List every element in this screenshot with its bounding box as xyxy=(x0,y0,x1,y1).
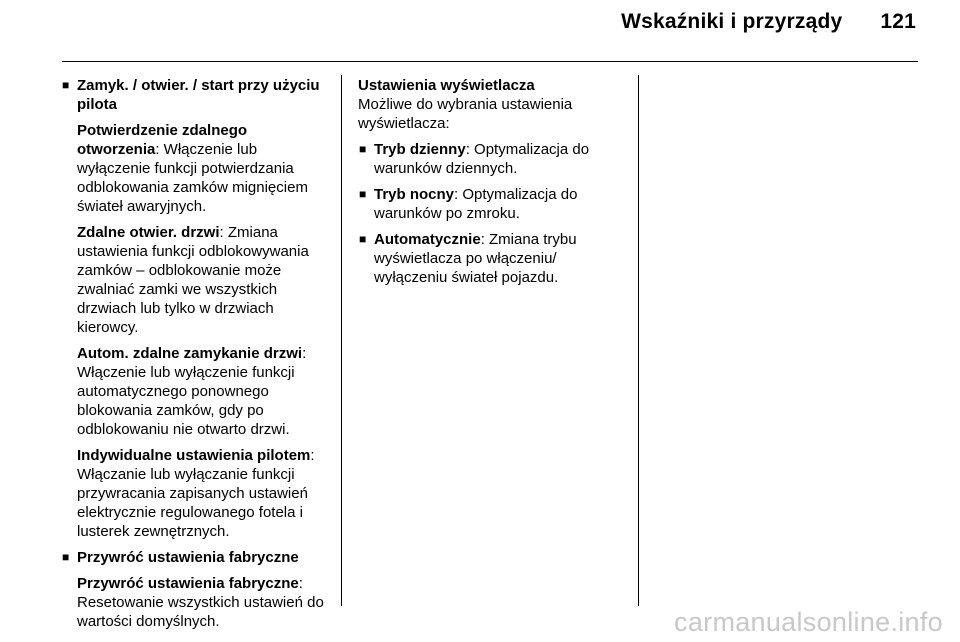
term: Potwierdzenie zdalnego otworzenia xyxy=(77,122,248,158)
list-item xyxy=(61,76,333,114)
section-heading: Przywróć ustawienia fabryczne xyxy=(77,549,299,566)
list-item xyxy=(358,230,608,287)
term: Przywróć ustawienia fabryczne xyxy=(77,575,299,592)
description: : Włączenie lub wyłączenie funkcji potwierdzania odblokowania zamków mignięciem świateł awaryjnych. xyxy=(77,141,308,215)
bullet-icon: ■ xyxy=(359,187,367,201)
page-title: Wskaźniki i przyrządy xyxy=(621,10,843,33)
paragraph xyxy=(61,446,333,541)
term: Zdalne otwier. drzwi xyxy=(77,224,220,241)
description: : Optymalizacja do warunków dziennych. xyxy=(374,141,590,177)
paragraph xyxy=(61,121,333,216)
term: Tryb dzienny xyxy=(374,141,466,158)
column-divider xyxy=(341,75,342,606)
description: : Włączanie lub wyłączanie funkcji przywracania zapisanych ustawień elektrycznie regulowanego fotela i lusterek zewnętrznych. xyxy=(77,447,315,540)
description: : Włączenie lub wyłączenie funkcji automatycznego ponownego blokowania zamków, gdy po odblokowaniu nie otwarto drzwi. xyxy=(77,345,307,438)
watermark: carmanualsonline.info xyxy=(674,607,943,637)
term: Tryb nocny xyxy=(374,186,455,203)
term: Indywidualne ustawienia pilotem xyxy=(77,447,311,464)
term: Automatycznie xyxy=(374,231,481,248)
paragraph xyxy=(61,344,333,439)
page-number: 121 xyxy=(880,10,916,33)
description: : Optymalizacja do warunków po zmroku. xyxy=(374,186,578,222)
paragraph xyxy=(61,223,333,337)
right-column xyxy=(358,76,608,294)
bullet-icon: ■ xyxy=(359,142,367,156)
list-item xyxy=(358,185,608,223)
bullet-icon: ■ xyxy=(62,78,70,92)
description: : Zmiana trybu wyświetlacza po włączeniu/ wyłączeniu świateł pojazdu. xyxy=(374,231,577,286)
intro-text: Możliwe do wybrania ustawienia wyświetlacza: xyxy=(358,96,573,132)
paragraph xyxy=(61,574,333,631)
page-header xyxy=(621,10,916,34)
term: Autom. zdalne zamykanie drzwi xyxy=(77,345,303,362)
column-divider xyxy=(638,75,639,606)
description: : Resetowanie wszystkich ustawień do wartości domyślnych. xyxy=(77,575,324,630)
section-heading: Ustawienia wyświetlacza xyxy=(358,77,535,94)
header-divider xyxy=(62,61,918,62)
description: : Zmiana ustawienia funkcji odblokowywania zamków – odblokowanie może zwalniać zamki we wszystkich drzwiach lub tylko w drzwiach kierowcy. xyxy=(77,224,309,336)
list-item xyxy=(61,548,333,567)
list-item xyxy=(358,140,608,178)
bullet-icon: ■ xyxy=(359,232,367,246)
left-column xyxy=(61,76,333,638)
section-heading: Zamyk. / otwier. / start przy użyciu pilota xyxy=(77,77,320,113)
bullet-icon: ■ xyxy=(62,550,70,564)
